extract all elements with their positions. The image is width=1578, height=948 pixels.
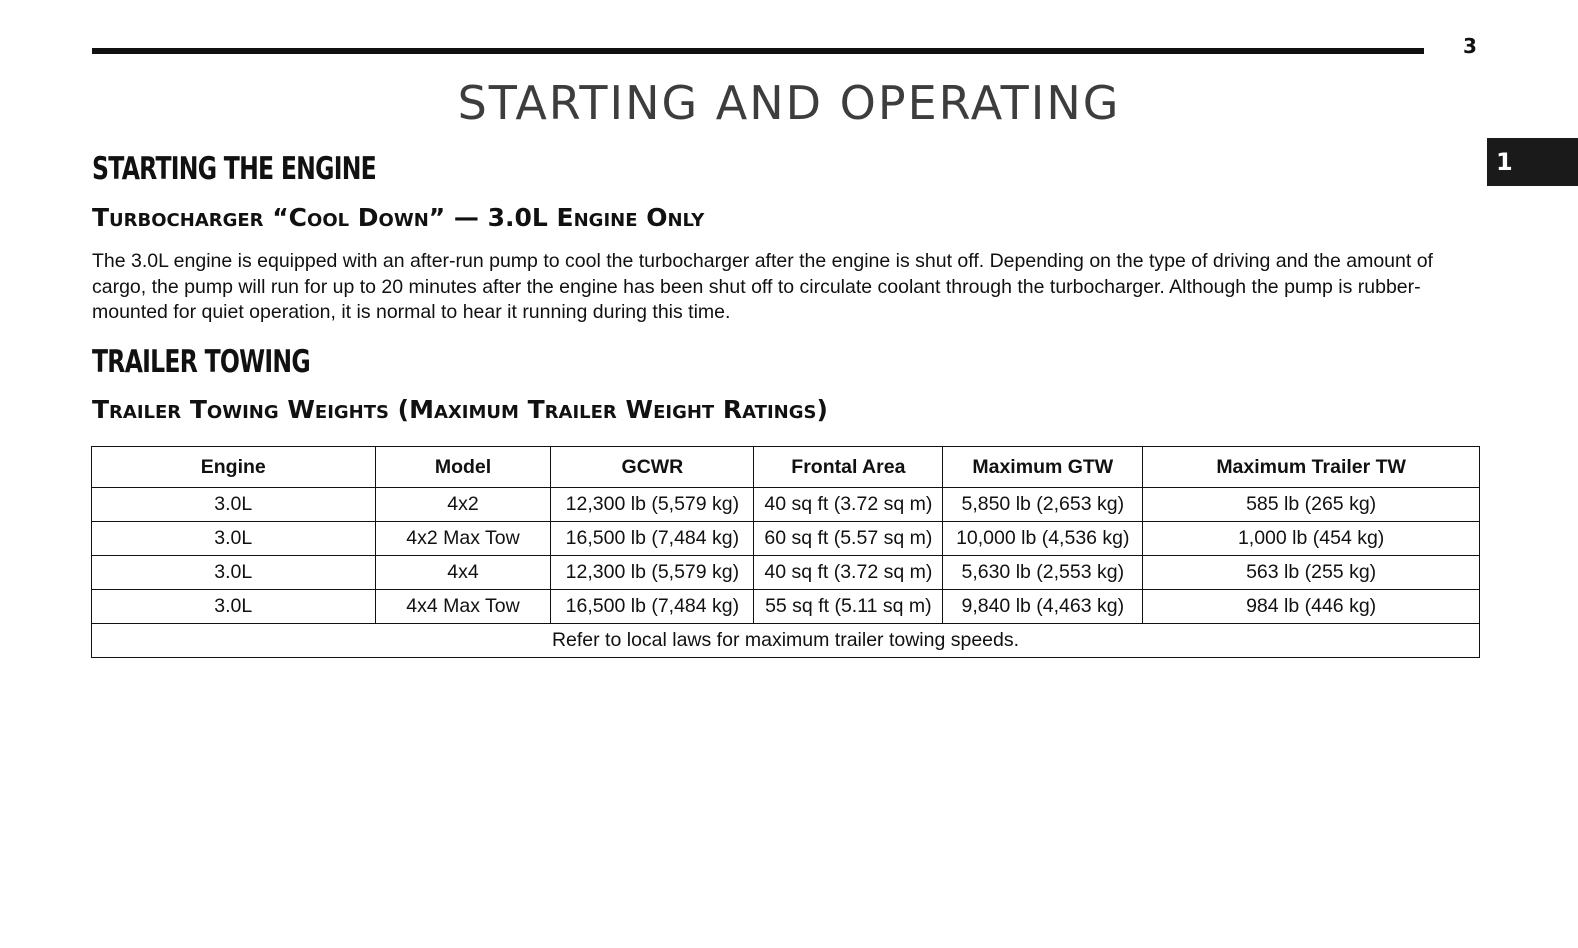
cell-maximum-gtw: 9,840 lb (4,463 kg) [943, 590, 1143, 624]
section-heading-starting-engine: STARTING THE ENGINE [92, 151, 377, 187]
cell-frontal-area: 40 sq ft (3.72 sq m) [754, 556, 943, 590]
header-model: Model [375, 447, 551, 488]
table-footnote-row [92, 624, 1480, 658]
cell-engine: 3.0L [92, 556, 376, 590]
table-row [92, 522, 1480, 556]
cell-maximum-gtw: 5,630 lb (2,553 kg) [943, 556, 1143, 590]
header-maximum-gtw: Maximum GTW [943, 447, 1143, 488]
table-row [92, 556, 1480, 590]
subheading-turbocharger-cool-down: Turbocharger “Cool Down” — 3.0L Engine Only [92, 203, 705, 232]
header-maximum-trailer-tw: Maximum Trailer TW [1143, 447, 1480, 488]
table-row [92, 590, 1480, 624]
cell-gcwr: 12,300 lb (5,579 kg) [551, 488, 754, 522]
cell-frontal-area: 55 sq ft (5.11 sq m) [754, 590, 943, 624]
page-number: 3 [1463, 34, 1477, 58]
cell-maximum-trailer-tw: 1,000 lb (454 kg) [1143, 522, 1480, 556]
cell-engine: 3.0L [92, 522, 376, 556]
table-header-row [92, 447, 1480, 488]
chapter-title: STARTING AND OPERATING [457, 76, 1121, 130]
subheading-trailer-towing-weights: Trailer Towing Weights (Maximum Trailer Weight Ratings) [92, 395, 828, 424]
turbocharger-paragraph: The 3.0L engine is equipped with an after-run pump to cool the turbocharger after the engine is shut off. Depending on the type of driving and the amount of cargo, the pump will run for up to 20 minutes after the engine has been shut off to circulate coolant through the turbocharger. Although the pump is rubber-mounted for quiet operation, it is normal to hear it running during this time. [92, 250, 1433, 323]
cell-frontal-area: 40 sq ft (3.72 sq m) [754, 488, 943, 522]
cell-engine: 3.0L [92, 488, 376, 522]
header-engine: Engine [92, 447, 376, 488]
chapter-tab: 1 [1487, 138, 1578, 186]
cell-model: 4x4 Max Tow [375, 590, 551, 624]
trailer-weights-table [91, 446, 1480, 658]
cell-maximum-trailer-tw: 585 lb (265 kg) [1143, 488, 1480, 522]
cell-engine: 3.0L [92, 590, 376, 624]
cell-maximum-trailer-tw: 563 lb (255 kg) [1143, 556, 1480, 590]
section-heading-trailer-towing: TRAILER TOWING [92, 344, 310, 380]
cell-maximum-gtw: 5,850 lb (2,653 kg) [943, 488, 1143, 522]
header-gcwr: GCWR [551, 447, 754, 488]
table-row [92, 488, 1480, 522]
cell-maximum-gtw: 10,000 lb (4,536 kg) [943, 522, 1143, 556]
header-frontal-area: Frontal Area [754, 447, 943, 488]
table-footnote: Refer to local laws for maximum trailer towing speeds. [92, 624, 1480, 658]
header-rule [92, 48, 1424, 54]
cell-gcwr: 16,500 lb (7,484 kg) [551, 522, 754, 556]
cell-model: 4x2 Max Tow [375, 522, 551, 556]
cell-model: 4x2 [375, 488, 551, 522]
cell-gcwr: 12,300 lb (5,579 kg) [551, 556, 754, 590]
cell-frontal-area: 60 sq ft (5.57 sq m) [754, 522, 943, 556]
cell-model: 4x4 [375, 556, 551, 590]
cell-maximum-trailer-tw: 984 lb (446 kg) [1143, 590, 1480, 624]
cell-gcwr: 16,500 lb (7,484 kg) [551, 590, 754, 624]
